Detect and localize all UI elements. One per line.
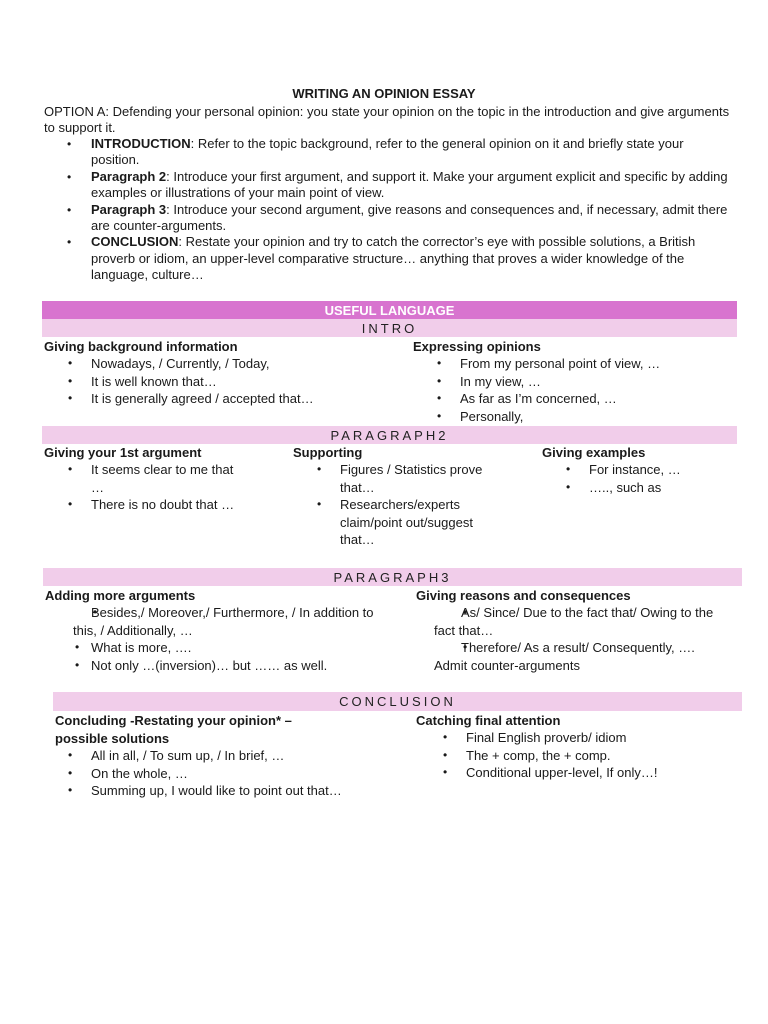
list-item: • CONCLUSION: Restate your opinion and try to catch the corrector’s eye with possible solutions, a British proverb or idiom, an upper-level comparative structure… anything that proves a wider knowledge of the language, culture… [44, 234, 734, 283]
supporting-heading: Supporting [293, 445, 363, 460]
list-item: • In my view, … [413, 373, 733, 391]
list-item: • INTRODUCTION: Refer to the topic background, refer to the general opinion on it and briefly state your position. [44, 136, 734, 169]
paragraph3-section-header: PARAGRAPH3 [43, 568, 742, 586]
list-item: • Figures / Statistics prove that… [293, 461, 493, 496]
reasons-list [434, 604, 734, 657]
document-title: WRITING AN OPINION ESSAY [292, 86, 476, 101]
restating-heading: Concluding -Restating your opinion* – possible solutions [55, 713, 292, 746]
attention-list [419, 729, 729, 782]
list-item: • It seems clear to me that … [44, 461, 244, 496]
list-item: • Final English proverb/ idiom [419, 729, 729, 747]
more-arguments-list [73, 604, 383, 674]
list-item: • From my personal point of view, … [413, 355, 733, 373]
useful-language-header: USEFUL LANGUAGE [42, 301, 737, 319]
background-heading: Giving background information [44, 339, 238, 354]
opinions-list [413, 355, 733, 425]
list-item: • Paragraph 2: Introduce your first argument, and support it. Make your argument explicit and specific by adding examples or illustrations of your main point of view. [44, 169, 734, 202]
more-arguments-heading: Adding more arguments [45, 588, 196, 603]
list-item: • On the whole, … [44, 765, 354, 783]
first-argument-list [44, 461, 244, 514]
admit-counter-arguments: Admit counter-arguments [434, 658, 580, 673]
list-item: • All in all, / To sum up, / In brief, … [44, 747, 354, 765]
list-item: • Besides,/ Moreover,/ Furthermore, / In addition to this, / Additionally, … [73, 604, 383, 639]
list-item: • Paragraph 3: Introduce your second argument, give reasons and consequences and, if necessary, admit there are counter-arguments. [44, 202, 734, 235]
list-item: • There is no doubt that … [44, 496, 244, 514]
intro-section-header: INTRO [42, 319, 737, 337]
list-item: • Therefore/ As a result/ Consequently, …. [434, 639, 734, 657]
list-item: • Researchers/experts claim/point out/suggest that… [293, 496, 493, 549]
list-item: • What is more, …. [73, 639, 383, 657]
first-argument-heading: Giving your 1st argument [44, 445, 202, 460]
attention-heading: Catching final attention [416, 713, 561, 728]
list-item: • Summing up, I would like to point out that… [44, 782, 354, 800]
examples-heading: Giving examples [542, 445, 646, 460]
conclusion-section-header: CONCLUSION [53, 692, 742, 711]
background-list [44, 355, 404, 408]
list-item: • Not only …(inversion)… but …… as well. [73, 657, 383, 675]
list-item: • It is generally agreed / accepted that… [44, 390, 404, 408]
list-item: • As far as I’m concerned, … [413, 390, 733, 408]
paragraph2-section-header: PARAGRAPH2 [42, 426, 737, 444]
list-item: • Nowadays, / Currently, / Today, [44, 355, 404, 373]
list-item: • ….., such as [542, 479, 732, 497]
list-item: • The + comp, the + comp. [419, 747, 729, 765]
list-item: • It is well known that… [44, 373, 404, 391]
list-item: • Personally, [413, 408, 733, 426]
opinions-heading: Expressing opinions [413, 339, 541, 354]
supporting-list [293, 461, 493, 549]
essay-structure-list [44, 136, 734, 284]
restating-list [44, 747, 354, 800]
examples-list [542, 461, 732, 496]
list-item: • Conditional upper-level, If only…! [419, 764, 729, 782]
reasons-heading: Giving reasons and consequences [416, 588, 631, 603]
option-a-text: OPTION A: Defending your personal opinion: you state your opinion on the topic in the introduction and give arguments to support it. [44, 104, 730, 135]
list-item: • For instance, … [542, 461, 732, 479]
list-item: • As/ Since/ Due to the fact that/ Owing to the fact that… [434, 604, 734, 639]
